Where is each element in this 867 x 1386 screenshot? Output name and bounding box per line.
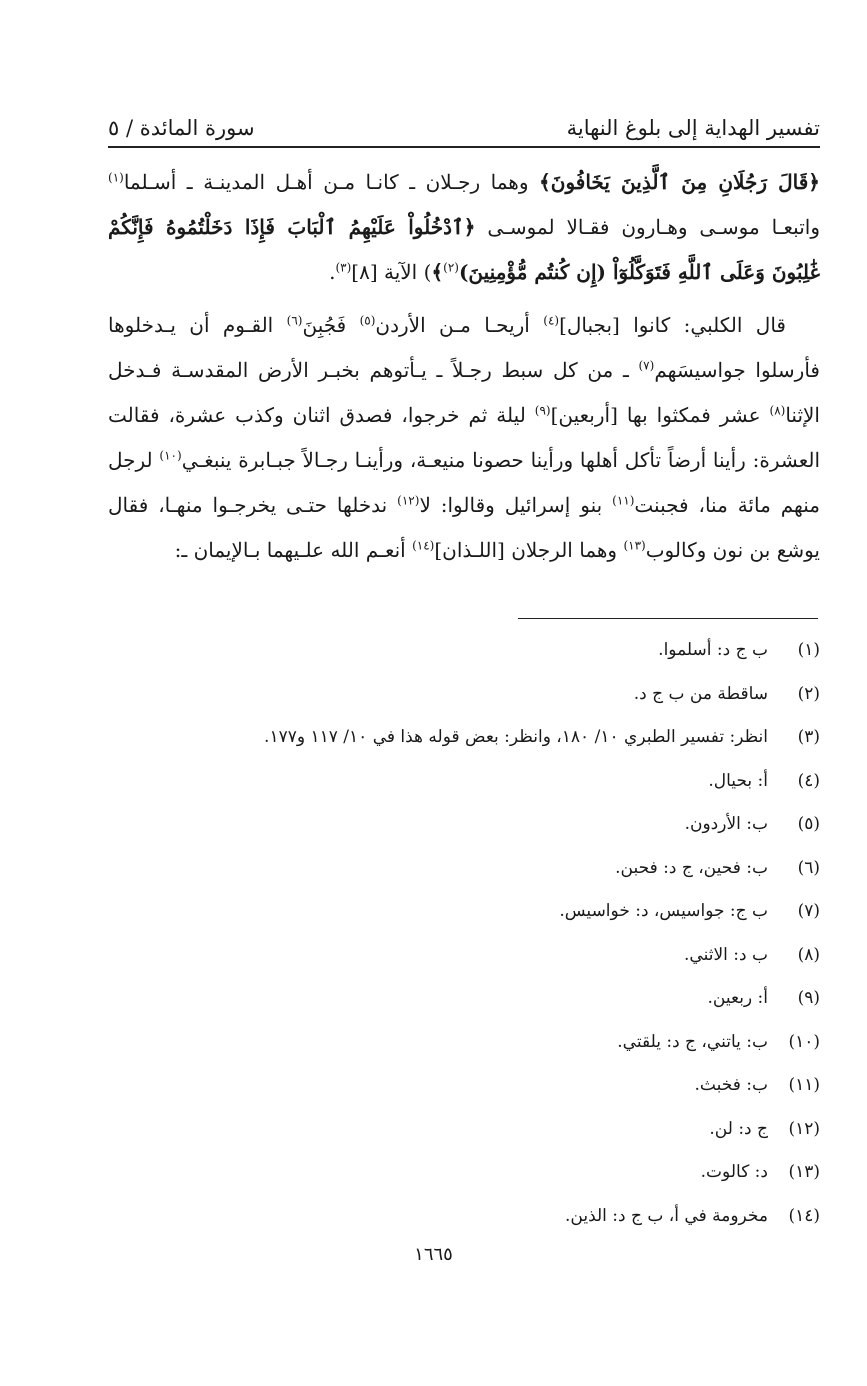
footnote [108, 1206, 820, 1250]
paragraph-1 [108, 160, 820, 295]
footnote-ref: (٥) [359, 313, 376, 328]
paragraph-2 [108, 303, 820, 573]
footnote-number: (١) [797, 640, 820, 660]
footnote [108, 988, 820, 1032]
footnote [108, 1119, 820, 1163]
footnote-number: (٨) [797, 944, 820, 965]
footnote-text: أ: ربعين. [707, 988, 768, 1008]
surah-label: سورة المائدة / ٥ [108, 116, 255, 140]
footnote-ref: (٦) [286, 313, 303, 328]
footnote-ref: (٣) [335, 260, 352, 275]
footnote [108, 727, 820, 771]
text-run: ندخلها حتـى يخرجـوا منهـا، فقال يوشع بن نون وكالوب [108, 493, 820, 562]
text-run: ليلة ثم خرجوا، فصدق اثنان وكذب عشرة، فقالت العشرة: رأينا أرضاً تأكل أهلها ورأينا حصونا منيعـة، ورأينـا رجـالاً جبـابرة ينبغـي [108, 403, 820, 472]
footnote [108, 684, 820, 728]
footnote-ref: (٧) [638, 358, 655, 373]
footnote-ref: (١٢) [397, 493, 420, 508]
footnote-number: (٧) [797, 901, 820, 921]
text-run: عشر فمكثوا بها [أربعين] [550, 403, 770, 427]
footnote-text: مخرومة في أ، ب ج د: الذين. [565, 1205, 768, 1226]
quran-quote: ﴿ٱدْخُلُواْ عَلَيْهِمُ ٱلْبَابَ فَإِذَا دَخَلْتُمُوهُ فَإِنَّكُمْ غَٰلِبُونَ وَعَلَى ٱللَّهِ فَتَوَكَّلُوٓاْ (إِن كُنتُم مُّؤْمِنِينَ) [108, 215, 820, 284]
footnote [108, 945, 820, 989]
text-run: لرجل منهم مائة منا، فجبنت [108, 448, 820, 517]
footnote-text: ج د: لن. [709, 1118, 768, 1139]
footnote [108, 901, 820, 945]
footnote-divider [518, 618, 818, 619]
footnote-number: (١٠) [788, 1031, 820, 1052]
footnote-text: انظر: تفسير الطبري ١٠/ ١٨٠، وانظر: بعض قوله هذا في ١٠/ ١١٧ و١٧٧. [264, 727, 768, 747]
quran-quote: ﴿قَالَ رَجُلَانِ مِنَ ٱلَّذِينَ يَخَافُونَ﴾ [539, 170, 821, 194]
footnotes [108, 640, 820, 1249]
text-run: واتبعـا موسـى وهـارون فقـالا لموسـى [475, 215, 820, 239]
footnote-ref: (١٣) [623, 538, 646, 553]
footnote-ref: (١١) [612, 493, 635, 508]
footnote-number: (٥) [797, 814, 820, 834]
footnote-text: ب ج د: أسلموا. [658, 640, 768, 660]
header-divider [108, 146, 820, 148]
text-run: . [329, 260, 336, 284]
footnote-text: أ: بحيال. [708, 770, 768, 791]
text-run: أريحـا مـن الأردن [375, 313, 544, 337]
footnote-ref: (١٤) [412, 538, 435, 553]
text-run: أنعـم الله علـيهما بـالإيمان ـ: [174, 538, 413, 562]
text-run: القـوم أن يـدخلوها فأرسلوا جواسيسَهم [108, 313, 820, 382]
footnote-ref: (١٠) [159, 448, 182, 463]
footnote [108, 858, 820, 902]
footnote-number: (١١) [788, 1075, 820, 1095]
footnote-number: (١٤) [788, 1205, 820, 1226]
footnote-number: (٦) [797, 857, 820, 878]
footnote [108, 1075, 820, 1119]
footnote-number: (٢) [797, 683, 820, 704]
footnote-text: ب: ياتني، ج د: يلقتي. [617, 1031, 768, 1052]
main-text [108, 160, 820, 573]
footnote-text: ب د: الاثني. [684, 944, 768, 965]
footnote-text: ب: الأردون. [684, 814, 768, 834]
footnote-number: (١٣) [788, 1162, 820, 1182]
footnote-text: ب: فخبث. [694, 1075, 768, 1095]
footnote-ref: (٤) [543, 313, 560, 328]
text-run: فَجُبِنَ [302, 313, 360, 337]
text-run: وهما رجـلان ـ كانـا مـن أهـل المدينـة ـ أسـلما [123, 170, 540, 194]
footnote-ref: (١) [108, 170, 124, 185]
text-run: قال الكلبي: كانوا [بجبال] [559, 313, 786, 337]
book-title: تفسير الهداية إلى بلوغ النهاية [566, 116, 820, 140]
footnote-text: د: كالوت. [700, 1162, 768, 1182]
footnote-number: (٩) [797, 988, 820, 1008]
footnote-text: ب ج: جواسيس، د: خواسيس. [559, 901, 768, 921]
footnote-ref: (٢) [443, 260, 459, 275]
footnote-ref: (٩) [534, 403, 551, 418]
quran-quote-close: ﴾ [431, 260, 444, 284]
footnote [108, 771, 820, 815]
footnote-number: (١٢) [788, 1118, 820, 1139]
text-run: وهما الرجلان [اللـذان] [434, 538, 624, 562]
text-run: ـ من كل سبط رجـلاً ـ يـأتوهم بخبـر الأرض المقدسـة فـدخل الإثنا [108, 358, 820, 427]
footnote [108, 1032, 820, 1076]
text-run: بنو إسرائيل وقالوا: لا [419, 493, 613, 517]
footnote [108, 640, 820, 684]
footnote-text: ساقطة من ب ج د. [633, 683, 768, 704]
footnote-text: ب: فحين، ج د: فحبن. [615, 857, 768, 878]
footnote [108, 814, 820, 858]
page-number: ١٦٦٥ [414, 1244, 453, 1265]
footnote-number: (٤) [797, 770, 820, 791]
footnote [108, 1162, 820, 1206]
footnote-number: (٣) [797, 727, 820, 747]
footnote-ref: (٨) [769, 403, 786, 418]
text-run: ) الآية [٨] [351, 260, 432, 284]
running-header [108, 104, 820, 140]
